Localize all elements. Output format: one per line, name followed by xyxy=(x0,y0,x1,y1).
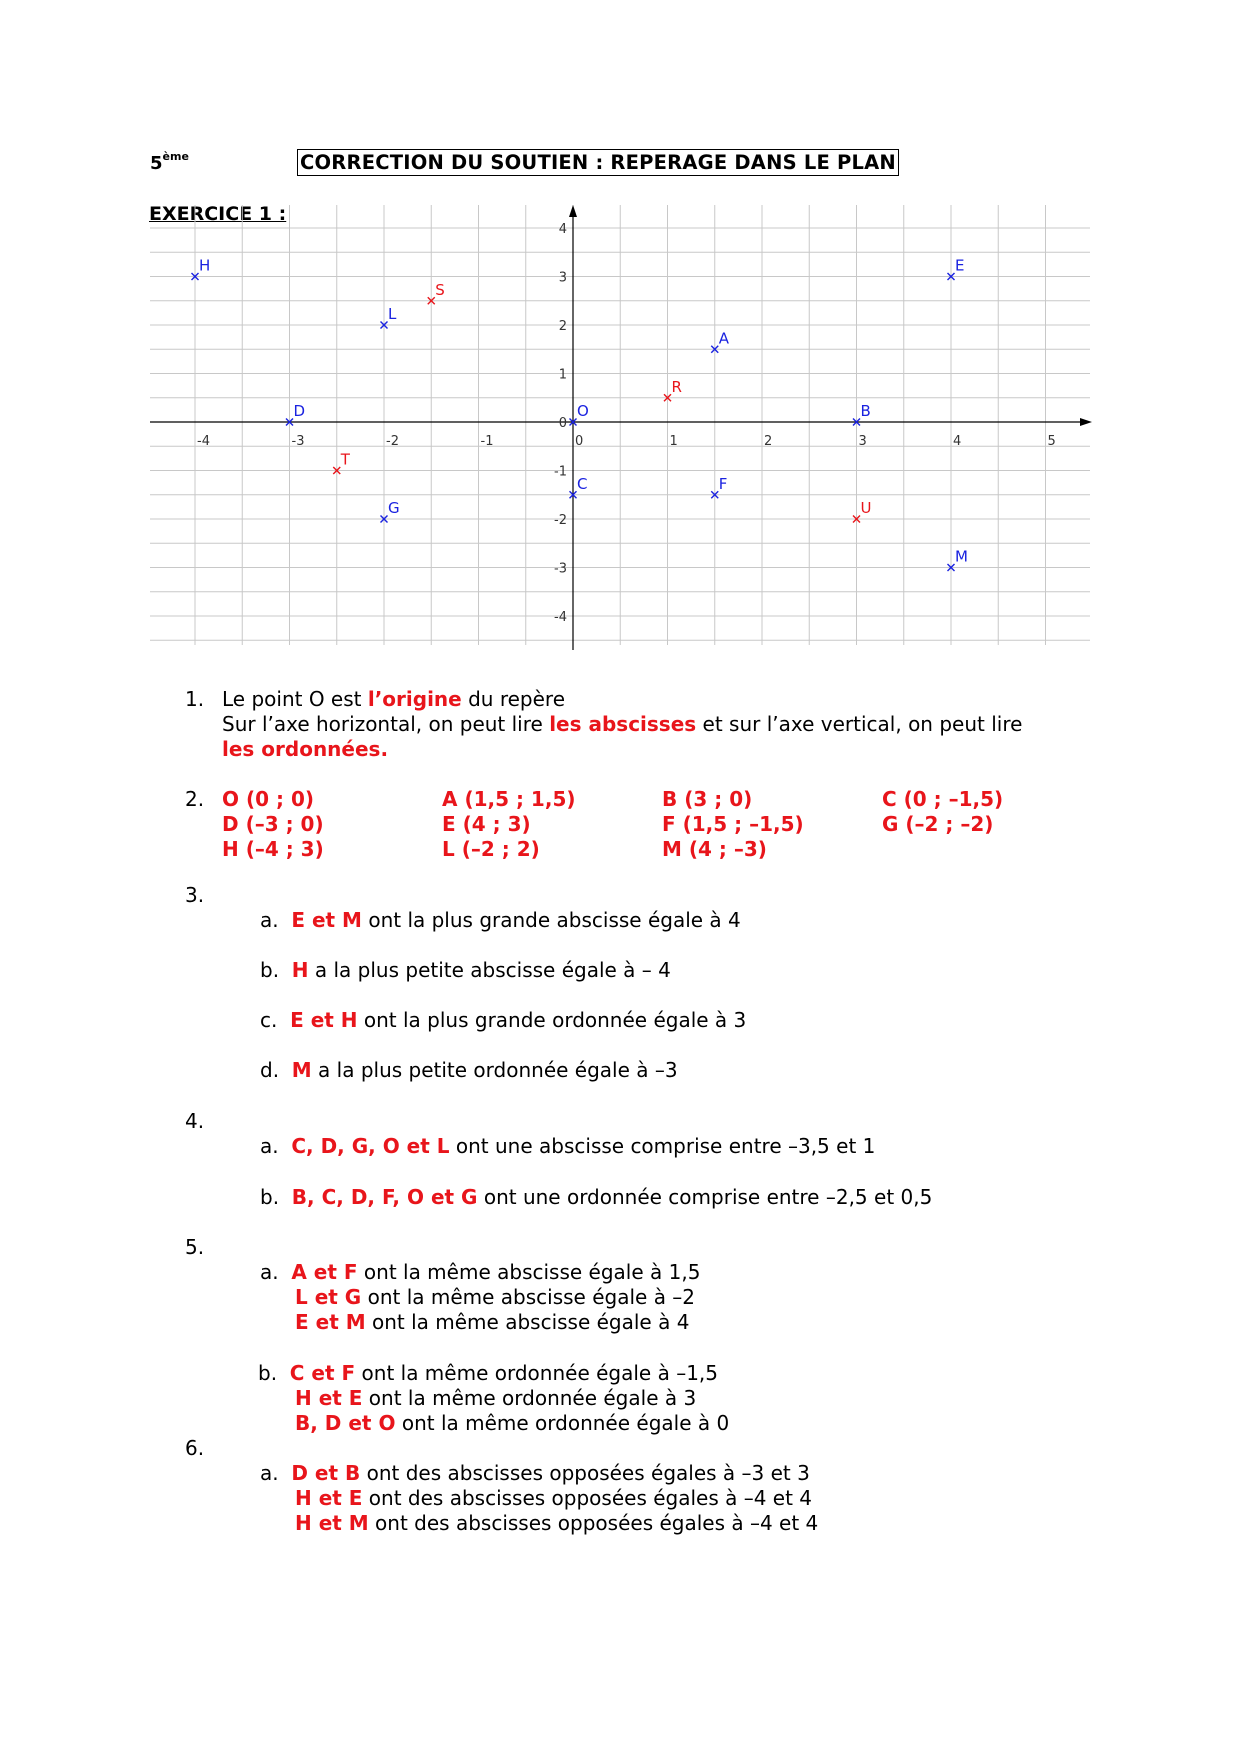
point-label: D xyxy=(293,402,306,420)
x-tick-label: -4 xyxy=(197,434,210,449)
y-tick-label: 1 xyxy=(558,367,567,383)
coordinate-entry: M (4 ; –3) xyxy=(662,837,767,861)
x-tick-label: 2 xyxy=(764,434,773,449)
q1-origin-term: l’origine xyxy=(367,687,462,711)
coordinate-entry: L (–2 ; 2) xyxy=(442,837,540,861)
y-axis-arrow xyxy=(569,205,577,217)
q1-ordonnees-term: les ordonnées. xyxy=(222,737,389,761)
question-6-number: 6. xyxy=(185,1436,205,1460)
q6-item-a-line-2: H et E ont des abscisses opposées égales à –4 et 4 xyxy=(295,1486,813,1510)
x-tick-label: -1 xyxy=(480,434,494,449)
y-tick-label: 4 xyxy=(558,222,567,237)
point-label: B xyxy=(860,402,871,420)
q5-item-b-line-3: B, D et O ont la même ordonnée égale à 0 xyxy=(295,1411,730,1435)
point-label: L xyxy=(388,305,397,323)
q3-item-a: a. E et M ont la plus grande abscisse égale à 4 xyxy=(260,908,741,932)
coordinate-entry: H (–4 ; 3) xyxy=(222,837,324,861)
q1-line-1: Le point O est l’origine du repère xyxy=(222,687,565,711)
y-tick-label: -1 xyxy=(554,464,567,480)
coordinate-entry: B (3 ; 0) xyxy=(662,787,753,811)
x-tick-label: -3 xyxy=(291,434,305,449)
point-label: R xyxy=(671,377,682,396)
x-tick-label: 1 xyxy=(669,434,678,449)
q5-item-b-line-2: H et E ont la même ordonnée égale à 3 xyxy=(295,1386,697,1410)
y-tick-label: 0 xyxy=(558,416,567,431)
question-3-number: 3. xyxy=(185,883,205,907)
q1-abscisses-term: les abscisses xyxy=(549,712,697,736)
point-label: F xyxy=(718,474,728,493)
exercise-heading: EXERCICE 1 : xyxy=(149,203,287,225)
q4-item-b: b. B, C, D, F, O et G ont une ordonnée comprise entre –2,5 et 0,5 xyxy=(260,1185,933,1209)
q5-item-b-line-1: b. C et F ont la même ordonnée égale à –1,5 xyxy=(258,1361,718,1385)
coordinate-entry: E (4 ; 3) xyxy=(442,812,531,836)
q5-item-a-line-3: E et M ont la même abscisse égale à 4 xyxy=(295,1310,690,1334)
grid-lines xyxy=(150,205,1090,645)
x-tick-label: -2 xyxy=(386,434,399,449)
q5-item-a-line-2: L et G ont la même abscisse égale à –2 xyxy=(295,1285,696,1309)
point-label: E xyxy=(955,256,965,275)
q3-item-d: d. M a la plus petite ordonnée égale à –3 xyxy=(260,1058,678,1082)
y-tick-label: -3 xyxy=(554,561,567,577)
x-tick-label: 4 xyxy=(953,434,962,449)
q5-item-a-line-1: a. A et F ont la même abscisse égale à 1,5 xyxy=(260,1260,701,1284)
plotted-points xyxy=(192,257,968,572)
question-1-number: 1. xyxy=(185,687,205,711)
point-label: S xyxy=(435,280,445,299)
x-tick-label: 5 xyxy=(1047,434,1056,449)
point-label: O xyxy=(577,402,589,420)
y-tick-label: 3 xyxy=(558,270,567,286)
q4-item-a: a. C, D, G, O et L ont une abscisse comprise entre –3,5 et 1 xyxy=(260,1134,876,1158)
coordinate-plane-chart xyxy=(150,205,1110,655)
q6-item-a-line-3: H et M ont des abscisses opposées égales à –4 et 4 xyxy=(295,1511,819,1535)
point-label: A xyxy=(718,329,730,348)
point-label: T xyxy=(340,450,350,469)
q3-item-c: c. E et H ont la plus grande ordonnée égale à 3 xyxy=(260,1008,747,1032)
tick-labels xyxy=(197,222,1056,625)
y-tick-label: 2 xyxy=(558,319,567,334)
coordinate-entry: G (–2 ; –2) xyxy=(882,812,994,836)
q3-item-b: b. H a la plus petite abscisse égale à – 4 xyxy=(260,958,671,982)
level-superscript: ème xyxy=(162,150,189,163)
point-label: G xyxy=(388,499,400,517)
y-tick-label: -4 xyxy=(554,610,567,625)
x-tick-label: 3 xyxy=(858,434,867,449)
coordinate-entry: D (–3 ; 0) xyxy=(222,812,324,836)
coordinate-entry: F (1,5 ; –1,5) xyxy=(662,812,804,836)
page-title: CORRECTION DU SOUTIEN : REPERAGE DANS LE PLAN xyxy=(297,149,899,176)
question-4-number: 4. xyxy=(185,1109,205,1133)
point-label: U xyxy=(860,499,872,517)
question-2-number: 2. xyxy=(185,787,205,811)
level-label: 5ème xyxy=(150,150,189,174)
q1-line-2: Sur l’axe horizontal, on peut lire les abscisses et sur l’axe vertical, on peut lire xyxy=(222,712,1023,736)
point-label: H xyxy=(199,256,211,275)
coordinate-entry: C (0 ; –1,5) xyxy=(882,787,1004,811)
coordinate-entry: A (1,5 ; 1,5) xyxy=(442,787,576,811)
point-label: M xyxy=(955,547,968,566)
question-5-number: 5. xyxy=(185,1235,205,1259)
coordinate-entry: O (0 ; 0) xyxy=(222,787,315,811)
x-tick-label: 0 xyxy=(575,434,584,449)
y-tick-label: -2 xyxy=(554,513,567,528)
point-label: C xyxy=(577,474,588,493)
x-axis-arrow xyxy=(1080,418,1092,426)
q6-item-a-line-1: a. D et B ont des abscisses opposées égales à –3 et 3 xyxy=(260,1461,810,1485)
